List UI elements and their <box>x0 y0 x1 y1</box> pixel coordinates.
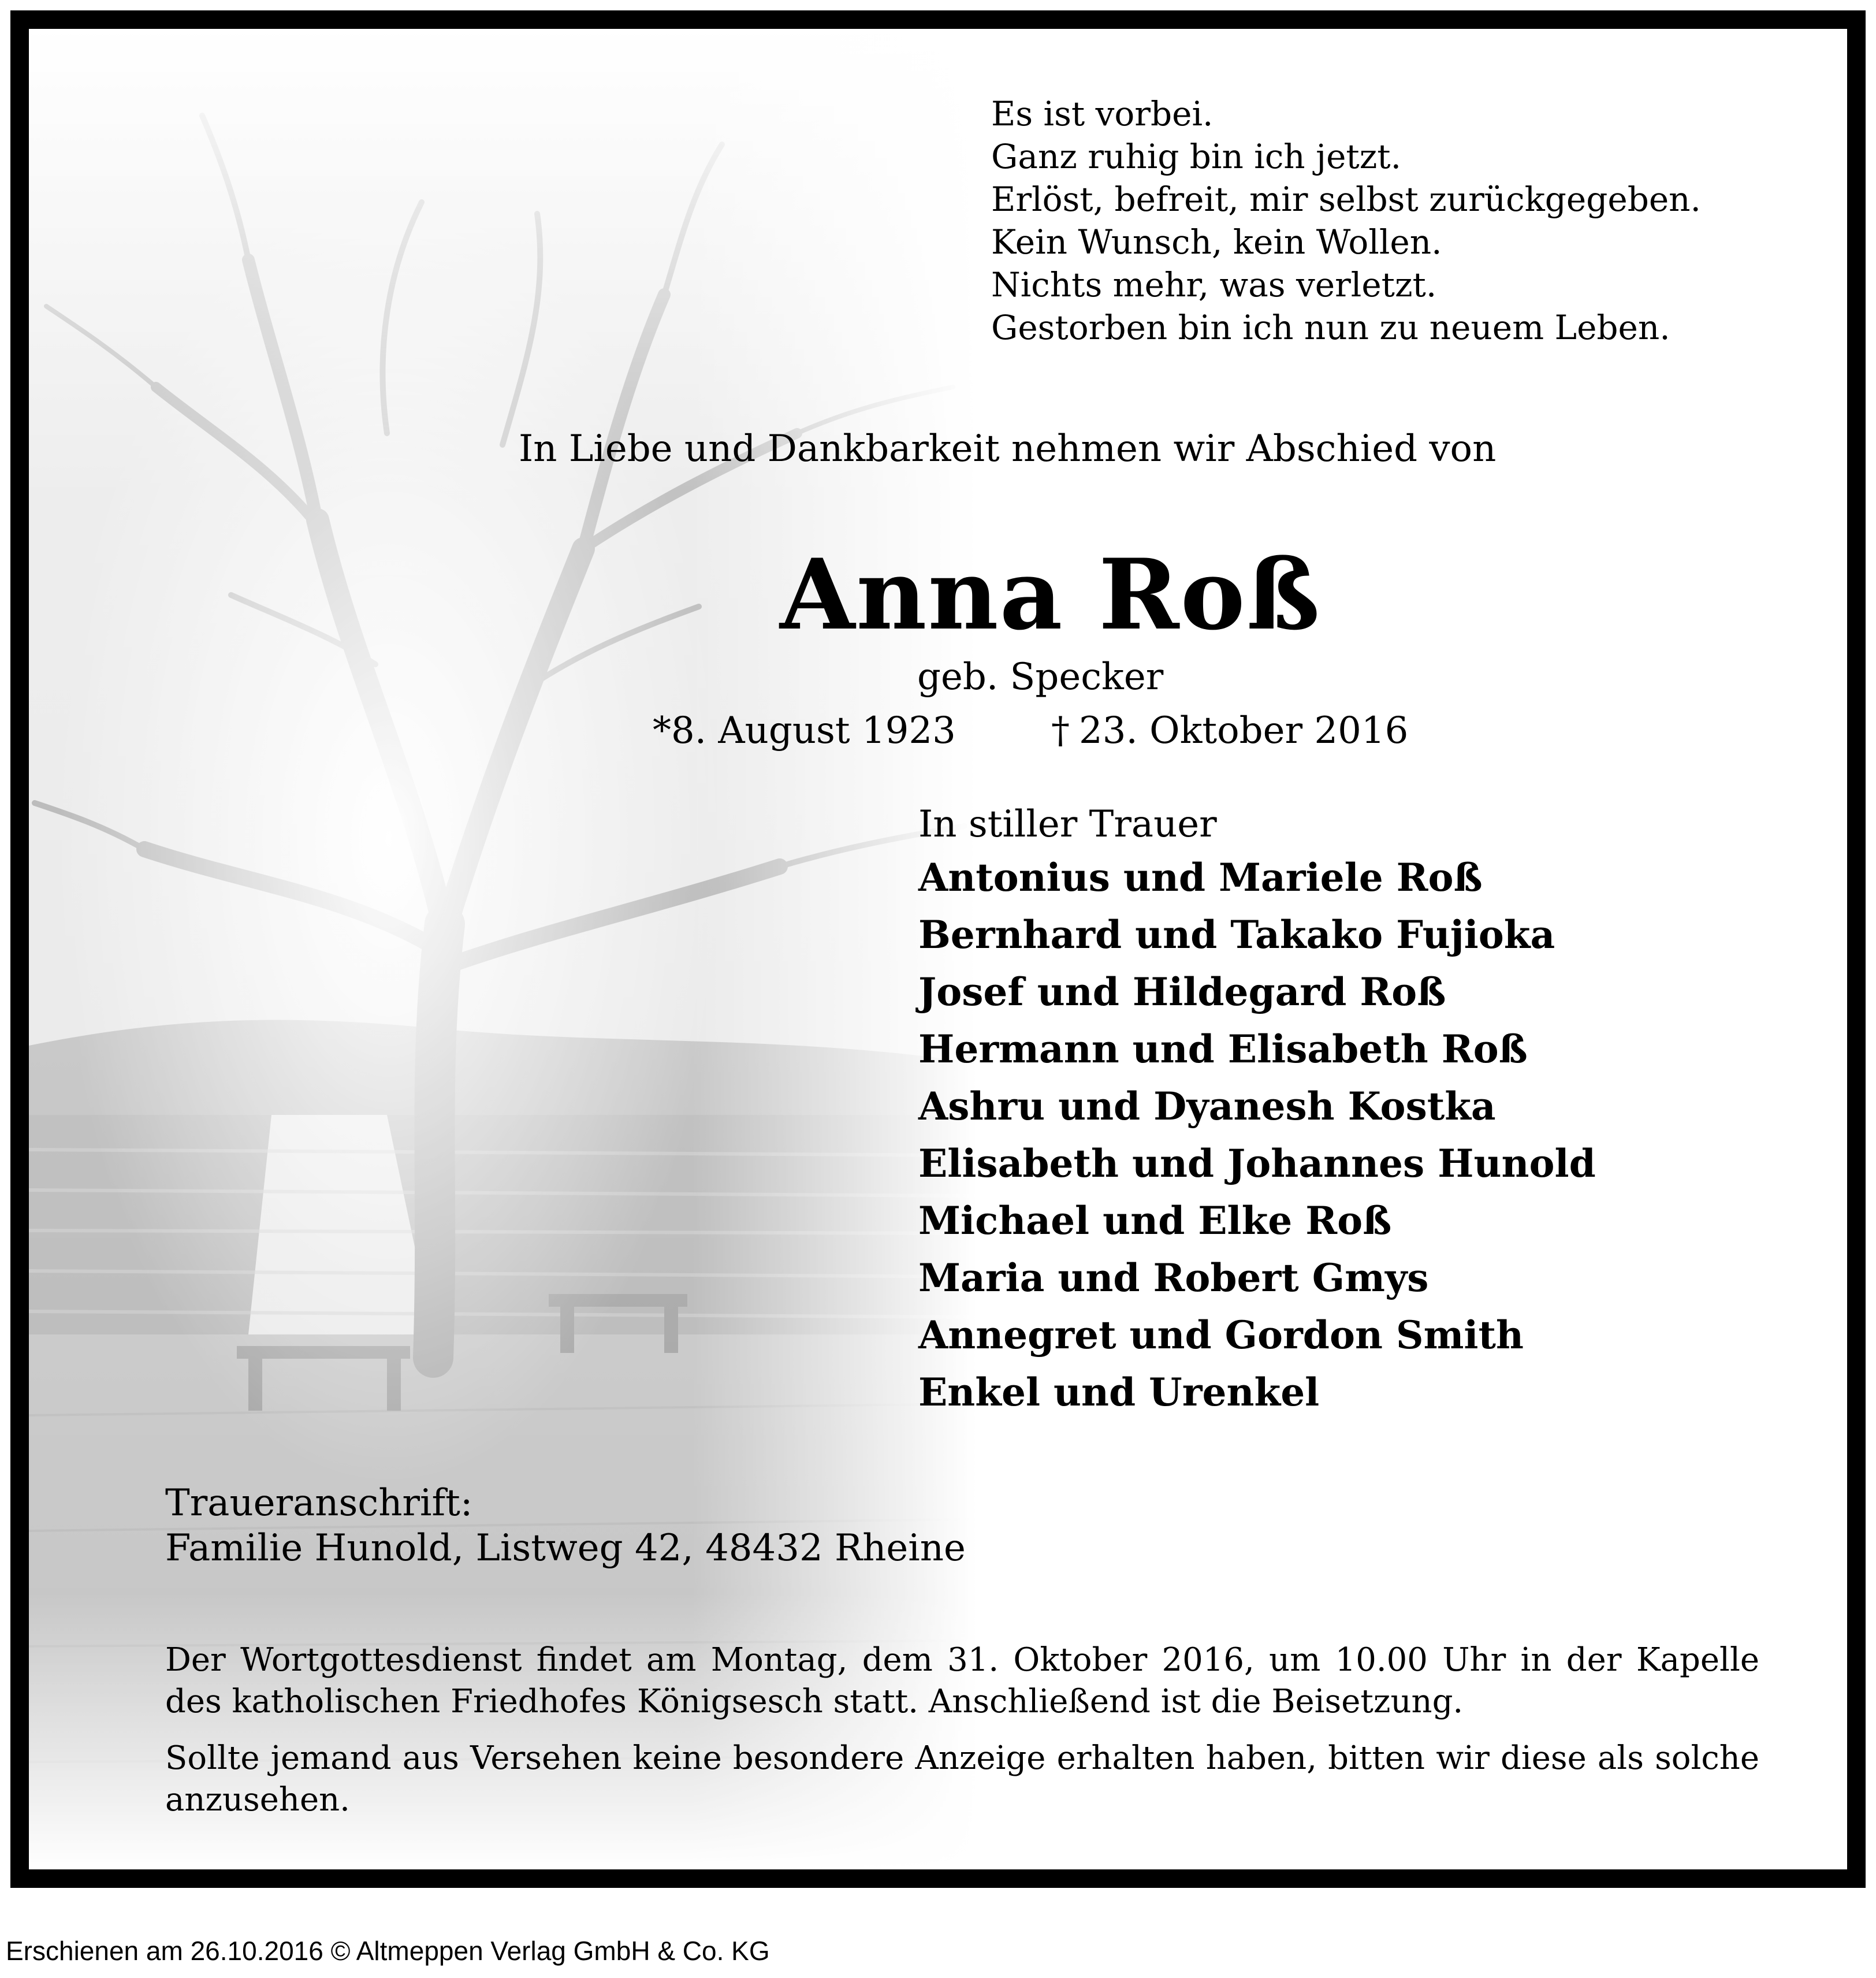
mourner: Ashru und Dyanesh Kostka <box>918 1084 1496 1129</box>
mourner: Antonius und Mariele Roß <box>918 855 1483 900</box>
maiden-name: geb. Specker <box>917 656 1164 698</box>
farewell-intro: In Liebe und Dankbarkeit nehmen wir Abschied von <box>519 427 1497 470</box>
deceased-name: Anna Roß <box>780 537 1322 652</box>
poem-line: Ganz ruhig bin ich jetzt. <box>991 137 1402 176</box>
obituary-card <box>29 29 1847 1869</box>
address-label: Traueranschrift: <box>165 1482 473 1525</box>
cross-icon: † <box>1051 709 1070 752</box>
mourner: Elisabeth und Johannes Hunold <box>918 1141 1596 1186</box>
mourner: Josef und Hildegard Roß <box>918 969 1446 1014</box>
mourner: Hermann und Elisabeth Roß <box>918 1027 1528 1072</box>
notice-info: Sollte jemand aus Versehen keine besondere Anzeige erhalten haben, bitten wir diese als solche anzusehen. <box>165 1739 1759 1819</box>
poem <box>991 92 1701 349</box>
poem-line: Erlöst, befreit, mir selbst zurückgegeben. <box>991 180 1701 219</box>
tree-lake-photo <box>29 29 976 1869</box>
mourner: Bernhard und Takako Fujioka <box>918 912 1555 957</box>
poem-line: Nichts mehr, was verletzt. <box>991 265 1437 304</box>
poem-line: Kein Wunsch, kein Wollen. <box>991 222 1442 262</box>
mourning-address: Familie Hunold, Listweg 42, 48432 Rheine <box>165 1527 966 1570</box>
mourner: Michael und Elke Roß <box>918 1198 1392 1243</box>
poem-line: Gestorben bin ich nun zu neuem Leben. <box>991 308 1670 347</box>
poem-line: Es ist vorbei. <box>991 94 1214 133</box>
mourner: Annegret und Gordon Smith <box>918 1313 1524 1358</box>
publication-footer: Erschienen am 26.10.2016 © Altmeppen Verlag GmbH & Co. KG <box>6 1936 770 1966</box>
death-date-line <box>1051 709 1408 752</box>
mourning-label: In stiller Trauer <box>918 803 1217 846</box>
obituary-frame <box>10 10 1866 1888</box>
mourner: Enkel und Urenkel <box>918 1370 1320 1415</box>
birth-date: *8. August 1923 <box>653 709 956 752</box>
mourner: Maria und Robert Gmys <box>918 1255 1429 1300</box>
death-date: 23. Oktober 2016 <box>1079 709 1409 752</box>
mourners-list <box>918 849 1596 1421</box>
service-info: Der Wortgottesdienst findet am Montag, dem 31. Oktober 2016, um 10.00 Uhr in der Kapelle des katholischen Friedhofes Königsesch statt. Anschließend ist die Beisetzung. <box>165 1641 1759 1720</box>
